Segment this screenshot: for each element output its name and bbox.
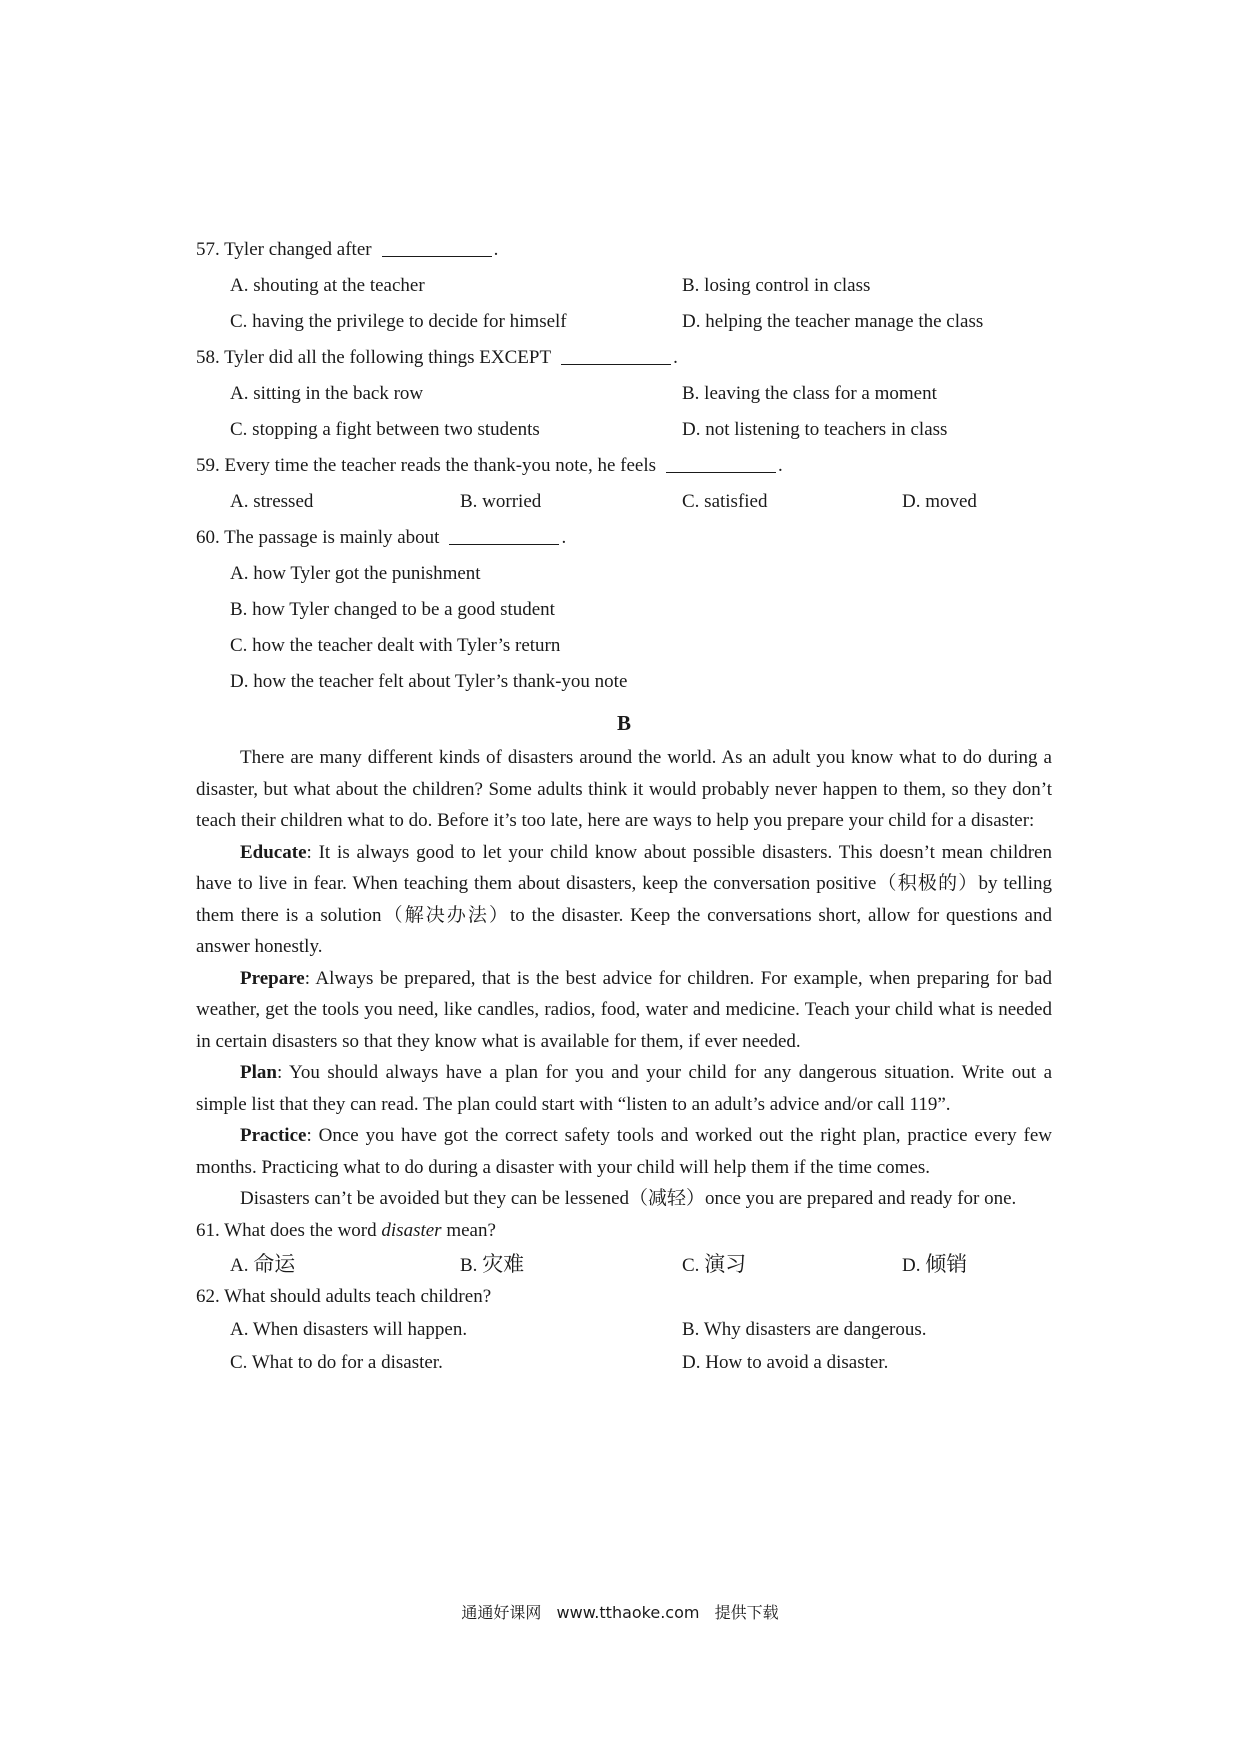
- question-57-stem: [196, 232, 1052, 268]
- prepare-paragraph: [196, 963, 1052, 1058]
- question-57-options-row-2: [196, 304, 1052, 340]
- option-a: A. When disasters will happen.: [230, 1318, 468, 1340]
- option-b: B. losing control in class: [682, 275, 871, 296]
- paragraph-text: : Always be prepared, that is the best advice for children. For example, when preparing for bad weather, get the tools you need, like candles, radios, food, water and medicine. Teach your child what is needed in certain disasters so that they know what is available for them, if ever needed.: [196, 967, 1052, 1052]
- question-62-options-row-1: [196, 1313, 1052, 1346]
- answer-blank: [449, 522, 559, 545]
- option-b: B. how Tyler changed to be a good student: [230, 599, 555, 620]
- option-c: C. how the teacher dealt with Tyler’s return: [230, 635, 561, 656]
- option-d: D. How to avoid a disaster.: [682, 1351, 889, 1373]
- option-d: D. helping the teacher manage the class: [682, 311, 984, 332]
- intro-paragraph: There are many different kinds of disasters around the world. As an adult you know what to do during a disaster, but what about the children? Some adults think it would probably never happen to them, so they don’t teach their children what to do. Before it’s too late, here are ways to help you prepare your child for a disaster:: [196, 747, 1052, 831]
- footer-action: 提供下载: [714, 1603, 779, 1622]
- question-end: .: [778, 455, 783, 476]
- option-b: [460, 1247, 524, 1283]
- plan-paragraph: [196, 1057, 1052, 1120]
- option-letter: B.: [460, 1254, 478, 1276]
- paragraph-text: : It is always good to let your child know about possible disasters. This doesn’t mean children have to live in fear. When teaching them about disasters, keep the conversation positive: [196, 841, 1052, 894]
- option-c: C. having the privilege to decide for himself: [230, 311, 567, 332]
- paragraph-text: once you are prepared and ready for one.: [705, 1188, 1017, 1209]
- option-a: A. stressed: [230, 491, 314, 512]
- question-61-options: [196, 1247, 1052, 1281]
- question-59-options: [196, 484, 1052, 520]
- option-b: B. Why disasters are dangerous.: [682, 1318, 927, 1340]
- answer-blank: [382, 234, 492, 257]
- section-title: B: [616, 711, 631, 735]
- option-a: A. how Tyler got the punishment: [230, 563, 481, 584]
- option-c: C. stopping a fight between two students: [230, 419, 540, 440]
- option-a: A. shouting at the teacher: [230, 275, 425, 296]
- option-a: [230, 1247, 295, 1283]
- question-60-stem: [196, 520, 1052, 556]
- question-text: 59. Every time the teacher reads the thank-you note, he feels: [196, 455, 657, 476]
- footer-url[interactable]: www.tthaoke.com: [556, 1603, 700, 1622]
- option-text: 灾难: [482, 1251, 525, 1276]
- option-letter: C.: [682, 1254, 700, 1276]
- question-58-options-row-2: [196, 412, 1052, 448]
- answer-blank: [666, 450, 776, 473]
- question-end: .: [493, 239, 499, 260]
- option-d: D. moved: [902, 491, 977, 512]
- paragraph-lead: Practice: [240, 1125, 307, 1146]
- paragraph-lead: Plan: [240, 1062, 277, 1083]
- paragraph-text: Disasters can’t be avoided but they can be lessened: [240, 1188, 630, 1209]
- gloss: （减轻）: [629, 1187, 706, 1209]
- question-58-stem: [196, 340, 1052, 376]
- footer: [0, 1600, 1240, 1623]
- question-text: mean?: [441, 1219, 496, 1241]
- paragraph-text: : You should always have a plan for you and your child for any dangerous situation. Write out a simple list that they can read. The plan could start with “listen to an adult’s advice and/or call 119”.: [196, 1062, 1052, 1115]
- question-61-stem: [196, 1215, 1052, 1247]
- option-c: [682, 1247, 746, 1283]
- option-c: C. satisfied: [682, 491, 768, 512]
- question-keyword: disaster: [381, 1219, 442, 1241]
- option-text: 演习: [704, 1251, 747, 1276]
- paragraph-text: to the disaster. Keep the conversations short, allow for questions and answer honestly.: [196, 904, 1052, 957]
- question-57-options-row-1: [196, 268, 1052, 304]
- option-text: 倾销: [925, 1251, 968, 1276]
- option-text: 命运: [253, 1251, 296, 1276]
- question-59-stem: [196, 448, 1052, 484]
- option-d: D. not listening to teachers in class: [682, 419, 948, 440]
- option-letter: A.: [230, 1254, 249, 1276]
- option-c: C. What to do for a disaster.: [230, 1351, 443, 1373]
- question-62-stem: 62. What should adults teach children?: [196, 1285, 492, 1307]
- question-text: 60. The passage is mainly about: [196, 527, 440, 548]
- option-b: B. worried: [460, 491, 542, 512]
- question-62-options-row-2: [196, 1346, 1052, 1379]
- educate-paragraph: [196, 837, 1052, 963]
- question-text: 57. Tyler changed after: [196, 239, 372, 260]
- gloss: （积极的）: [876, 872, 979, 894]
- option-letter: D.: [902, 1254, 921, 1276]
- question-end: .: [561, 527, 567, 548]
- gloss: （解决办法）: [381, 903, 511, 926]
- option-d: D. how the teacher felt about Tyler’s thank-you note: [230, 671, 628, 692]
- footer-site-name: 通通好课网: [461, 1603, 542, 1622]
- option-d: [902, 1247, 967, 1283]
- paragraph-text: : Once you have got the correct safety tools and worked out the right plan, practice every few months. Practicing what to do during a disaster with your child will help them if the time comes.: [196, 1125, 1052, 1178]
- page-content: [196, 232, 1052, 1379]
- question-end: .: [673, 347, 678, 368]
- paragraph-lead: Prepare: [240, 967, 305, 989]
- question-text: 58. Tyler did all the following things EXCEPT: [196, 347, 552, 368]
- answer-blank: [561, 342, 671, 365]
- conclusion-paragraph: [196, 1183, 1052, 1215]
- question-58-options-row-1: [196, 376, 1052, 412]
- paragraph-lead: Educate: [240, 841, 307, 863]
- paragraph-text: by telling them there is a solution: [196, 873, 1052, 926]
- practice-paragraph: [196, 1120, 1052, 1183]
- question-text: 61. What does the word: [196, 1219, 382, 1241]
- option-b: B. leaving the class for a moment: [682, 383, 937, 404]
- option-a: A. sitting in the back row: [230, 383, 424, 404]
